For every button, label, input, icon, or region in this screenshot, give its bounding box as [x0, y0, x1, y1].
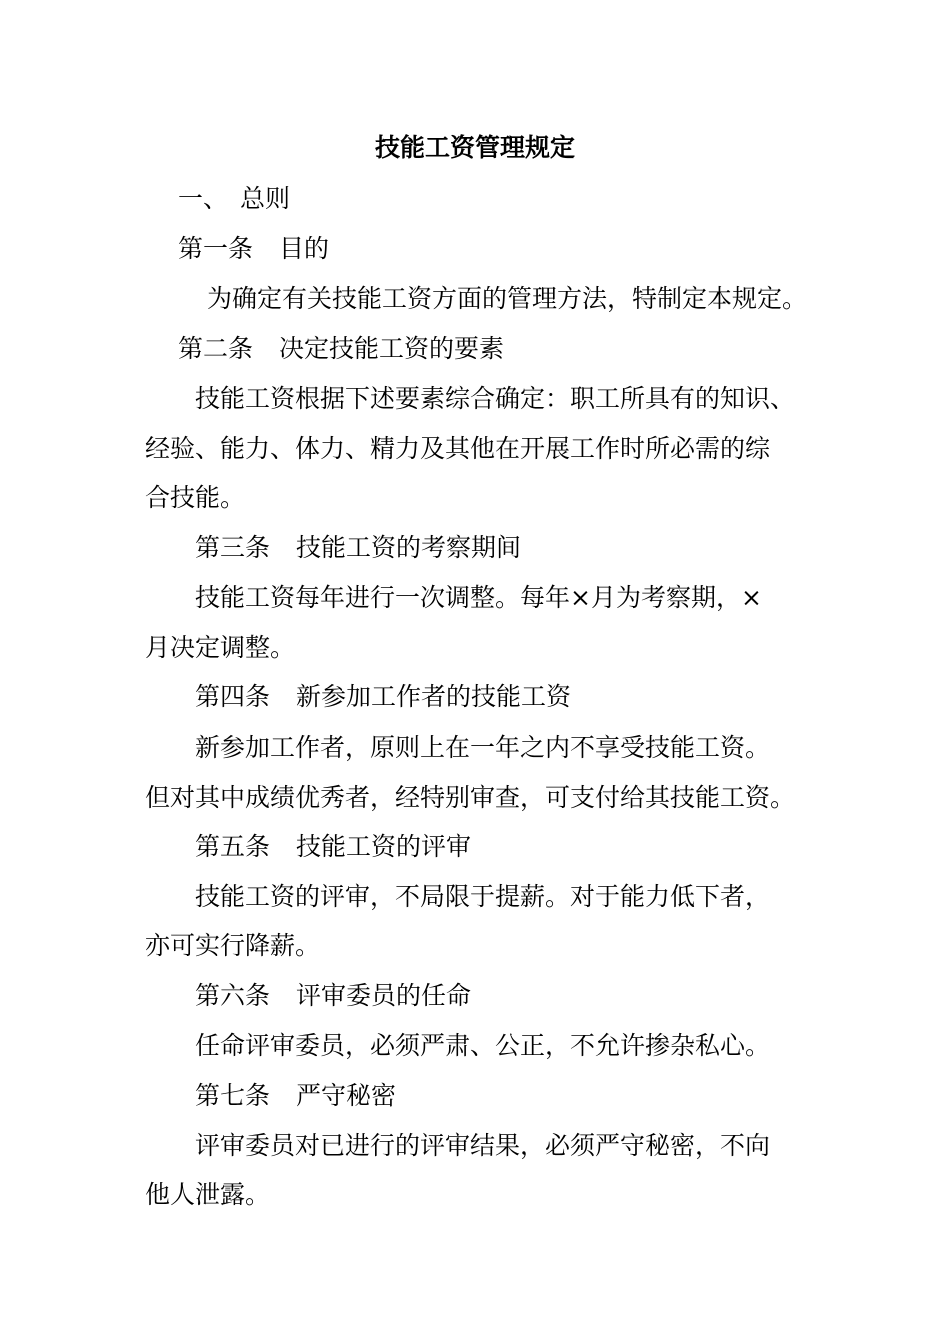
article-body-line: 技能工资的评审，不局限于提薪。对于能力低下者， [195, 882, 771, 911]
article-heading-6 [195, 978, 471, 1014]
article-heading-7 [195, 1078, 396, 1114]
section-name: 总则 [240, 184, 291, 213]
article-body-line: 新参加工作者，原则上在一年之内不享受技能工资。 [195, 733, 771, 762]
article-title: 严守秘密 [296, 1081, 397, 1110]
article-body-line: 亦可实行降薪。 [145, 931, 321, 960]
article-body-line: 合技能。 [145, 483, 246, 512]
article-title: 新参加工作者的技能工资 [296, 682, 572, 711]
article-number: 第六条 [195, 981, 271, 1010]
article-title: 决定技能工资的要素 [279, 334, 505, 363]
article-body-line: 技能工资根据下述要素综合确定：职工所具有的知识、 [195, 384, 796, 413]
article-body-line: 任命评审委员，必须严肃、公正，不允许掺杂私心。 [195, 1031, 771, 1060]
article-heading-4 [195, 679, 571, 715]
section-heading [178, 181, 290, 217]
article-heading-5 [195, 829, 471, 865]
article-title: 技能工资的评审 [296, 832, 472, 861]
article-number: 第三条 [195, 533, 271, 562]
article-title: 目的 [279, 234, 330, 263]
article-body-line: 评审委员对已进行的评审结果，必须严守秘密，不向 [195, 1131, 771, 1160]
article-heading-3 [195, 530, 521, 566]
article-title: 评审委员的任命 [296, 981, 472, 1010]
article-number: 第五条 [195, 832, 271, 861]
section-number: 一、 [178, 184, 229, 213]
article-body-line: 经验、能力、体力、精力及其他在开展工作时所必需的综 [145, 434, 771, 463]
article-heading-2 [178, 331, 504, 367]
article-number: 第七条 [195, 1081, 271, 1110]
article-number: 第一条 [178, 234, 254, 263]
article-heading-1 [178, 231, 329, 267]
article-body-line: 月决定调整。 [145, 633, 296, 662]
document-title: 技能工资管理规定 [374, 133, 575, 162]
article-body-line: 但对其中成绩优秀者，经特别审查，可支付给其技能工资。 [145, 783, 796, 812]
article-body-line: 他人泄露。 [145, 1180, 271, 1209]
article-title: 技能工资的考察期间 [296, 533, 522, 562]
article-body-line: 技能工资每年进行一次调整。每年×月为考察期，× [195, 583, 762, 612]
article-number: 第二条 [178, 334, 254, 363]
article-body-line: 为确定有关技能工资方面的管理方法，特制定本规定。 [207, 284, 808, 313]
article-number: 第四条 [195, 682, 271, 711]
